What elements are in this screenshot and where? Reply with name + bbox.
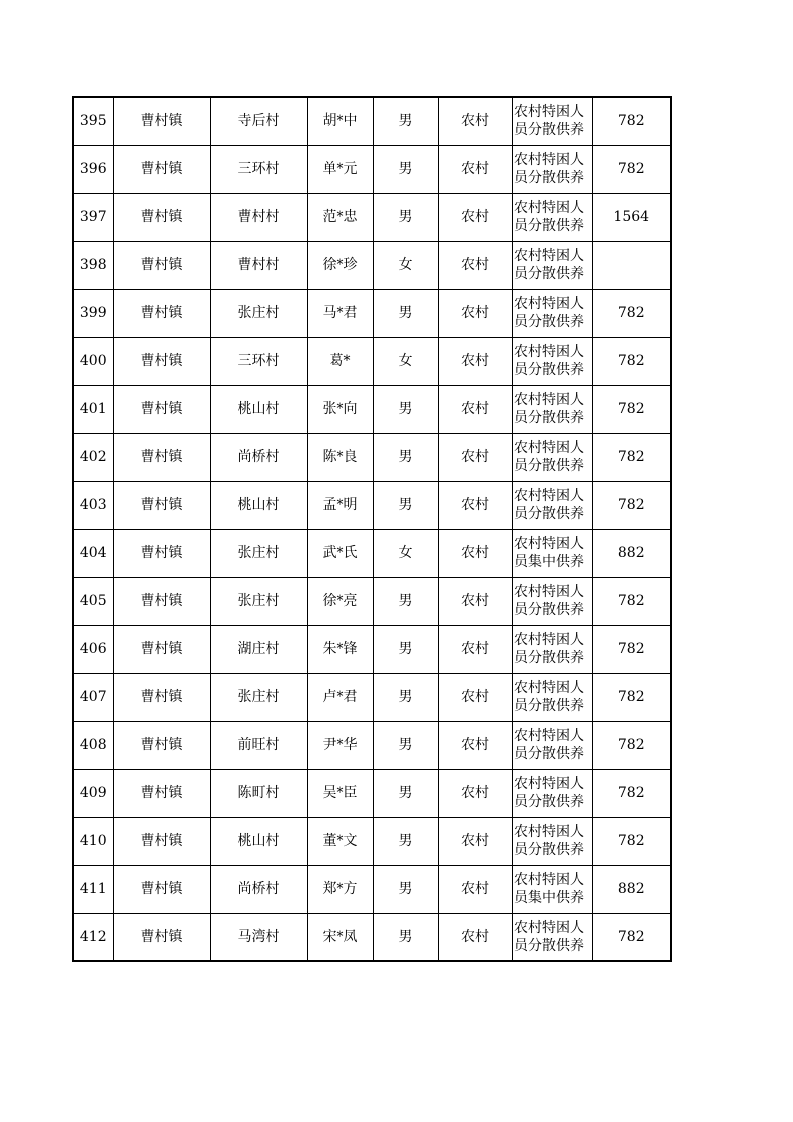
cell-name: 胡*中: [307, 97, 373, 145]
cell-village: 尚桥村: [210, 865, 307, 913]
support-type-text: 农村特困人员分散供养: [514, 440, 584, 474]
cell-support-type: [512, 97, 592, 145]
cell-seq: 409: [73, 769, 113, 817]
table-row: [73, 577, 671, 625]
cell-support-type: [512, 529, 592, 577]
cell-village: 寺后村: [210, 97, 307, 145]
table-row: [73, 913, 671, 961]
cell-area: 农村: [438, 289, 512, 337]
cell-support-type: [512, 625, 592, 673]
table-row: [73, 433, 671, 481]
cell-gender: 女: [373, 529, 438, 577]
cell-gender: 男: [373, 625, 438, 673]
cell-village: 曹村村: [210, 241, 307, 289]
cell-name: 范*忠: [307, 193, 373, 241]
cell-gender: 男: [373, 385, 438, 433]
table-row: [73, 481, 671, 529]
cell-seq: 399: [73, 289, 113, 337]
cell-seq: 403: [73, 481, 113, 529]
cell-amount: 782: [592, 673, 671, 721]
cell-town: 曹村镇: [113, 865, 210, 913]
cell-amount: 782: [592, 145, 671, 193]
cell-area: 农村: [438, 193, 512, 241]
cell-seq: 405: [73, 577, 113, 625]
cell-gender: 男: [373, 577, 438, 625]
support-type-text: 农村特困人员分散供养: [514, 584, 584, 618]
cell-name: 卢*君: [307, 673, 373, 721]
cell-area: 农村: [438, 769, 512, 817]
cell-amount: 782: [592, 913, 671, 961]
cell-support-type: [512, 193, 592, 241]
table-row: [73, 193, 671, 241]
cell-town: 曹村镇: [113, 913, 210, 961]
cell-town: 曹村镇: [113, 97, 210, 145]
table-row: [73, 241, 671, 289]
cell-gender: 男: [373, 145, 438, 193]
cell-seq: 406: [73, 625, 113, 673]
cell-seq: 408: [73, 721, 113, 769]
cell-name: 孟*明: [307, 481, 373, 529]
cell-area: 农村: [438, 385, 512, 433]
cell-seq: 410: [73, 817, 113, 865]
cell-village: 张庄村: [210, 529, 307, 577]
cell-gender: 女: [373, 241, 438, 289]
cell-name: 陈*良: [307, 433, 373, 481]
cell-area: 农村: [438, 817, 512, 865]
cell-area: 农村: [438, 625, 512, 673]
cell-support-type: [512, 577, 592, 625]
cell-gender: 男: [373, 433, 438, 481]
cell-town: 曹村镇: [113, 625, 210, 673]
cell-area: 农村: [438, 577, 512, 625]
cell-town: 曹村镇: [113, 529, 210, 577]
cell-village: 尚桥村: [210, 433, 307, 481]
table-row: [73, 769, 671, 817]
cell-seq: 400: [73, 337, 113, 385]
cell-town: 曹村镇: [113, 433, 210, 481]
cell-area: 农村: [438, 433, 512, 481]
cell-amount: 782: [592, 337, 671, 385]
cell-town: 曹村镇: [113, 385, 210, 433]
cell-name: 葛*: [307, 337, 373, 385]
cell-amount: [592, 241, 671, 289]
cell-gender: 男: [373, 721, 438, 769]
cell-name: 张*向: [307, 385, 373, 433]
cell-support-type: [512, 241, 592, 289]
cell-village: 陈町村: [210, 769, 307, 817]
table-row: [73, 673, 671, 721]
cell-name: 马*君: [307, 289, 373, 337]
cell-seq: 395: [73, 97, 113, 145]
cell-name: 吴*臣: [307, 769, 373, 817]
cell-amount: 782: [592, 289, 671, 337]
cell-amount: 782: [592, 817, 671, 865]
cell-support-type: [512, 865, 592, 913]
support-type-text: 农村特困人员分散供养: [514, 392, 584, 426]
cell-amount: 882: [592, 529, 671, 577]
cell-area: 农村: [438, 529, 512, 577]
cell-amount: 782: [592, 625, 671, 673]
cell-town: 曹村镇: [113, 145, 210, 193]
cell-gender: 女: [373, 337, 438, 385]
cell-name: 徐*亮: [307, 577, 373, 625]
cell-gender: 男: [373, 865, 438, 913]
support-type-text: 农村特困人员分散供养: [514, 344, 584, 378]
cell-town: 曹村镇: [113, 673, 210, 721]
support-type-text: 农村特困人员分散供养: [514, 104, 584, 139]
cell-support-type: [512, 481, 592, 529]
cell-town: 曹村镇: [113, 193, 210, 241]
cell-area: 农村: [438, 481, 512, 529]
cell-amount: 782: [592, 385, 671, 433]
cell-area: 农村: [438, 97, 512, 145]
cell-village: 湖庄村: [210, 625, 307, 673]
support-type-text: 农村特困人员分散供养: [514, 152, 584, 186]
cell-seq: 402: [73, 433, 113, 481]
cell-seq: 412: [73, 913, 113, 961]
support-type-text: 农村特困人员分散供养: [514, 200, 584, 234]
cell-seq: 411: [73, 865, 113, 913]
cell-support-type: [512, 337, 592, 385]
cell-amount: 1564: [592, 193, 671, 241]
support-type-text: 农村特困人员集中供养: [514, 536, 584, 570]
support-type-text: 农村特困人员分散供养: [514, 728, 584, 762]
cell-name: 郑*方: [307, 865, 373, 913]
table-row: [73, 529, 671, 577]
table-row: [73, 625, 671, 673]
cell-seq: 397: [73, 193, 113, 241]
cell-village: 张庄村: [210, 577, 307, 625]
cell-town: 曹村镇: [113, 481, 210, 529]
cell-support-type: [512, 817, 592, 865]
support-type-text: 农村特困人员分散供养: [514, 248, 584, 282]
cell-support-type: [512, 913, 592, 961]
cell-seq: 407: [73, 673, 113, 721]
cell-gender: 男: [373, 673, 438, 721]
roster-table: [72, 96, 672, 962]
cell-village: 桃山村: [210, 817, 307, 865]
cell-name: 宋*凤: [307, 913, 373, 961]
table-row: [73, 337, 671, 385]
cell-name: 尹*华: [307, 721, 373, 769]
cell-amount: 782: [592, 433, 671, 481]
cell-seq: 404: [73, 529, 113, 577]
cell-name: 徐*珍: [307, 241, 373, 289]
cell-area: 农村: [438, 241, 512, 289]
cell-seq: 401: [73, 385, 113, 433]
cell-village: 张庄村: [210, 289, 307, 337]
cell-support-type: [512, 385, 592, 433]
cell-village: 桃山村: [210, 481, 307, 529]
cell-seq: 396: [73, 145, 113, 193]
support-type-text: 农村特困人员分散供养: [514, 296, 584, 330]
support-type-text: 农村特困人员分散供养: [514, 632, 584, 666]
roster-body: [73, 97, 671, 961]
support-type-text: 农村特困人员分散供养: [514, 919, 584, 954]
cell-gender: 男: [373, 289, 438, 337]
cell-area: 农村: [438, 865, 512, 913]
cell-area: 农村: [438, 145, 512, 193]
cell-gender: 男: [373, 913, 438, 961]
support-type-text: 农村特困人员分散供养: [514, 776, 584, 810]
cell-support-type: [512, 769, 592, 817]
cell-town: 曹村镇: [113, 289, 210, 337]
cell-gender: 男: [373, 769, 438, 817]
table-row: [73, 865, 671, 913]
cell-amount: 782: [592, 577, 671, 625]
cell-seq: 398: [73, 241, 113, 289]
cell-town: 曹村镇: [113, 769, 210, 817]
cell-name: 单*元: [307, 145, 373, 193]
table-row: [73, 385, 671, 433]
table-row: [73, 97, 671, 145]
table-row: [73, 721, 671, 769]
cell-gender: 男: [373, 97, 438, 145]
table-row: [73, 289, 671, 337]
table-row: [73, 817, 671, 865]
cell-town: 曹村镇: [113, 721, 210, 769]
cell-village: 张庄村: [210, 673, 307, 721]
cell-town: 曹村镇: [113, 817, 210, 865]
cell-support-type: [512, 721, 592, 769]
cell-gender: 男: [373, 193, 438, 241]
support-type-text: 农村特困人员分散供养: [514, 488, 584, 522]
cell-amount: 782: [592, 721, 671, 769]
cell-town: 曹村镇: [113, 577, 210, 625]
cell-support-type: [512, 673, 592, 721]
support-type-text: 农村特困人员分散供养: [514, 680, 584, 714]
cell-area: 农村: [438, 913, 512, 961]
cell-area: 农村: [438, 673, 512, 721]
cell-village: 三环村: [210, 337, 307, 385]
cell-gender: 男: [373, 481, 438, 529]
cell-village: 三环村: [210, 145, 307, 193]
cell-village: 马湾村: [210, 913, 307, 961]
cell-gender: 男: [373, 817, 438, 865]
cell-amount: 882: [592, 865, 671, 913]
cell-amount: 782: [592, 481, 671, 529]
cell-village: 曹村村: [210, 193, 307, 241]
cell-area: 农村: [438, 721, 512, 769]
cell-amount: 782: [592, 769, 671, 817]
cell-name: 武*氏: [307, 529, 373, 577]
support-type-text: 农村特困人员集中供养: [514, 872, 584, 906]
cell-name: 董*文: [307, 817, 373, 865]
cell-town: 曹村镇: [113, 337, 210, 385]
support-type-text: 农村特困人员分散供养: [514, 824, 584, 858]
cell-area: 农村: [438, 337, 512, 385]
cell-village: 桃山村: [210, 385, 307, 433]
cell-village: 前旺村: [210, 721, 307, 769]
cell-support-type: [512, 145, 592, 193]
cell-support-type: [512, 433, 592, 481]
cell-amount: 782: [592, 97, 671, 145]
table-row: [73, 145, 671, 193]
cell-name: 朱*锋: [307, 625, 373, 673]
cell-support-type: [512, 289, 592, 337]
cell-town: 曹村镇: [113, 241, 210, 289]
